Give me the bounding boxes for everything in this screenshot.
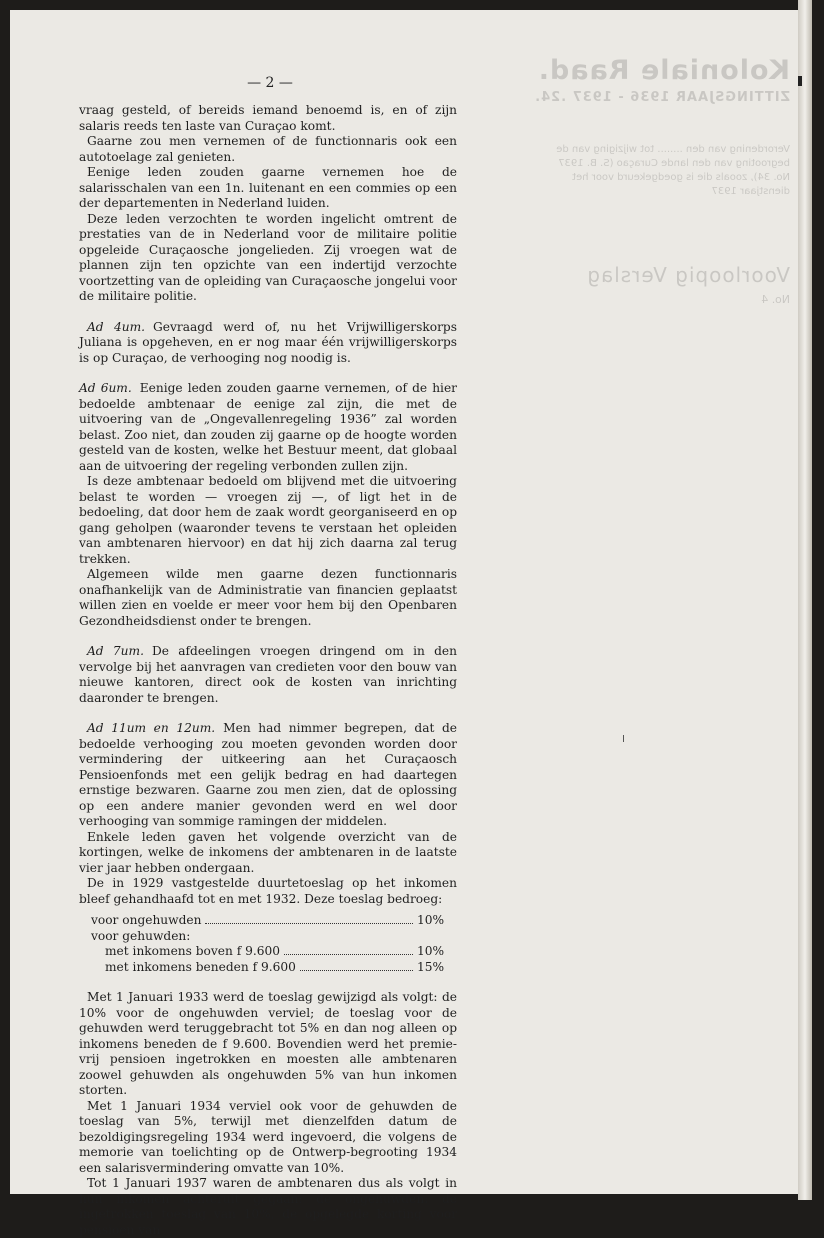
paragraph: De in 1929 vastgestelde duurtetoeslag op het inkomen bleef gehandhaafd tot en met 1932. Deze toeslag bedroeg: xyxy=(79,876,457,906)
table-row xyxy=(91,944,447,960)
paragraph-text: Eenige leden zouden gaarne vernemen, of de hier bedoelde ambtenaar de eenige zal zijn, die met de uitvoering van de „Ongevallenregeling 1936” zal worden belast. Zoo niet, dan zouden zij gaarne op de hoogte worden gesteld van de kosten, welke het Bestuur meent, dat globaal aan de uitvoering der regeling verbonden zullen zijn. xyxy=(79,381,457,473)
row-label: voor gehuwden: xyxy=(91,928,191,943)
paragraph: Gaarne zou men vernemen of de functionnaris ook een autotoelage zal genieten. xyxy=(79,134,457,164)
section-heading: Ad 7um. xyxy=(87,644,144,658)
paragraph: Eenige leden zouden gaarne vernemen hoe de salarisschalen van een 1n. luitenant en een commies op een der departementen in Nederland luiden. xyxy=(79,165,457,210)
paragraph: Met 1 Januari 1933 werd de toeslag gewijzigd als volgt: de 10% voor de ongehuwden verviel; de toeslag voor de gehuwden werd teruggebracht tot 5% en dan nog alleen op inkomens beneden de f 9.600. Bovendien werd het premie-vrij pensioen ingetrokken en moesten alle ambtenaren zoowel gehuwden als ongehuwden 5% van hun inkomen storten. xyxy=(79,990,457,1097)
paragraph: Met 1 Januari 1934 verviel ook voor de gehuwden de toeslag van 5%, terwijl met dienzelfden datum de bezoldigingsregeling 1934 werd ingevoerd, die volgens de memorie van toelichting op de Ontwerp-begrooting 1934 een salarisvermindering omvatte van 10%. xyxy=(79,1098,457,1175)
row-value: 10% xyxy=(417,913,445,927)
row-label: met inkomens beneden f 9.600 xyxy=(105,959,296,974)
body-text xyxy=(79,103,457,1238)
paragraph: Algemeen wilde men gaarne dezen functionnaris onafhankelijk van de Administratie van financien geplaatst willen zien en voelde er meer voor hem bij den Openbaren Gezondheidsdienst onder te brengen. xyxy=(79,567,457,628)
row-label: met inkomens boven f 9.600 xyxy=(105,944,280,958)
edge-mark xyxy=(798,76,802,86)
row-value: 15% xyxy=(417,959,445,974)
table-row xyxy=(91,960,447,976)
paragraph-text: De afdeelingen vroegen dringend om in den vervolge bij het aanvragen van credieten voor den bouw van nieuwe kantoren, direct ook de kosten van inrichting daaronder te brengen. xyxy=(79,644,457,705)
paragraph xyxy=(79,320,457,367)
paragraph-text: Gevraagd werd of, nu het Vrijwilligerskorps Juliana is opgeheven, en er nog maar één vrijwilligerskorps is op Curaçao, de verhooging nog noodig is. xyxy=(79,319,457,365)
section-heading: Ad 11um en 12um. xyxy=(87,721,216,735)
paragraph xyxy=(79,644,457,706)
allowance-table xyxy=(91,913,447,975)
section-heading: Ad 6um. xyxy=(79,381,132,395)
table-row xyxy=(91,913,447,929)
paragraph: Tot 1 Januari 1937 waren de ambtenaren dus als volgt in hun inkomen achteruit gegaan: de ongehuwden: de ingetrokken toeslag van 10%, de opgelegde korting voor pensioen van xyxy=(79,1176,457,1237)
page-edge xyxy=(798,0,812,1200)
paragraph: vraag gesteld, of bereids iemand benoemd is, en of zijn salaris reeds ten laste van Curaçao komt. xyxy=(79,103,457,133)
paragraph-text: Men had nimmer begrepen, dat de bedoelde verhooging zou moeten gevonden worden door vermindering der uitkeering aan het Curaçaosch Pensioenfonds met een gelijk bedrag en had daartegen ernstige bezwaren. Gaarne zou men zien, dat de oplossing op een andere manier gevonden werd en wel door verhooging van sommige ramingen der middelen. xyxy=(79,721,457,828)
margin-mark xyxy=(623,735,624,742)
page-number: — 2 — xyxy=(247,75,293,91)
section-heading: Ad 4um. xyxy=(87,319,146,334)
row-value: 10% xyxy=(417,944,445,958)
paragraph: Enkele leden gaven het volgende overzicht van de kortingen, welke de inkomens der ambtenaren in de laatste vier jaar hebben ondergaan. xyxy=(79,829,457,875)
paragraph xyxy=(79,721,457,830)
paragraph: Deze leden verzochten te worden ingelicht omtrent de prestaties van de in Nederland voor de militaire politie opgeleide Curaçaosche jongelieden. Zij vroegen wat de plannen zijn ten opzichte van een indertijd verzochte voortzetting van de opleiding van Curaçaosche jongelui voor de militaire politie. xyxy=(79,211,457,303)
paragraph xyxy=(79,381,457,474)
table-row xyxy=(91,929,447,945)
row-label: voor ongehuwden xyxy=(91,913,202,927)
paragraph: Is deze ambtenaar bedoeld om blijvend met die uitvoering belast te worden — vroegen zij —, of ligt het in de bedoeling, dat door hem de zaak wordt georganiseerd en op gang geholpen (waaronder tevens te verstaan het opleiden van ambtenaren hiervoor) en dat hij zich daarna zal terug trekken. xyxy=(79,474,457,566)
